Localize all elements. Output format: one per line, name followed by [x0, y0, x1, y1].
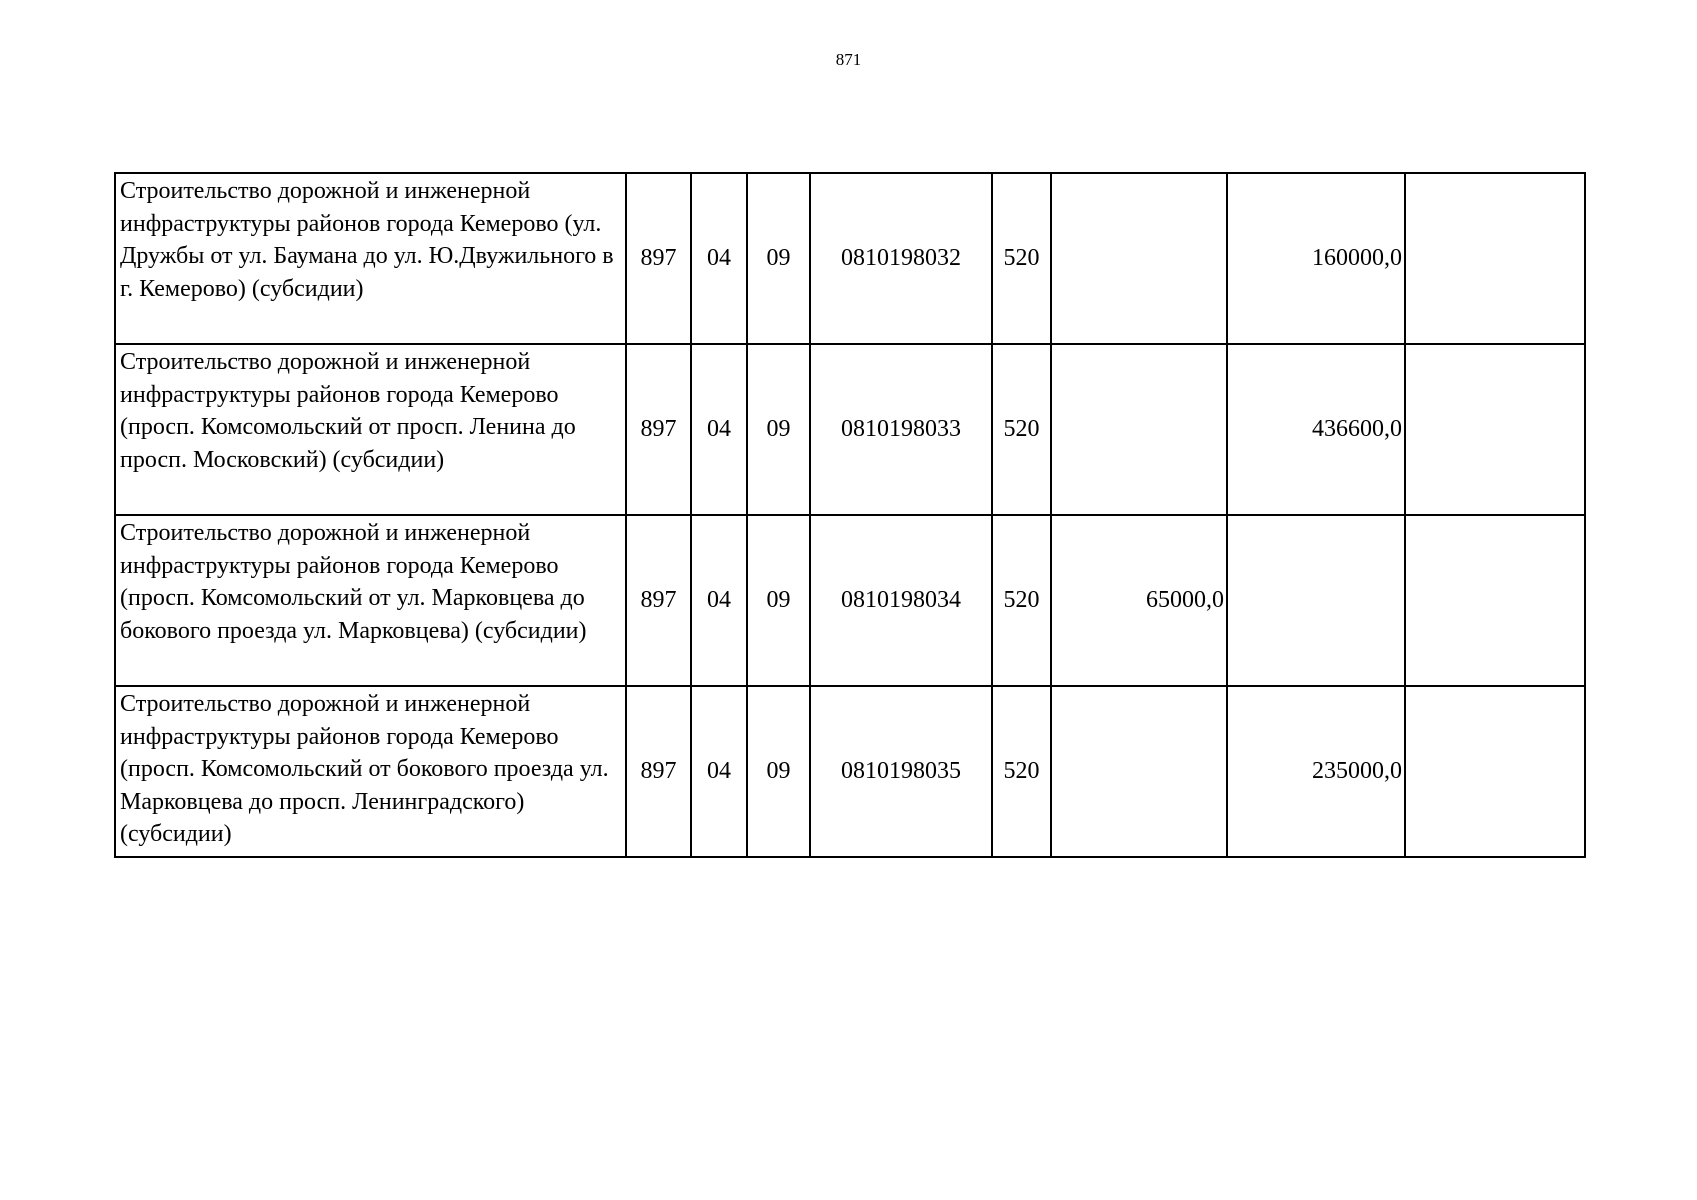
amount-1-cell [1051, 344, 1227, 515]
section-code-cell: 04 [691, 173, 747, 344]
subsection-code-cell: 09 [747, 515, 810, 686]
table-row [115, 686, 1585, 857]
row-name-cell: Строительство дорожной и инженерной инфраструктуры районов города Кемерово (просп. Комсомольский от бокового проезда ул. Марковцева до просп. Ленинградского) (субсидии) [115, 686, 626, 857]
expense-type-cell: 520 [992, 344, 1051, 515]
amount-2-cell: 436600,0 [1227, 344, 1405, 515]
subsection-code-cell: 09 [747, 173, 810, 344]
subsection-code-cell: 09 [747, 686, 810, 857]
ministry-code-cell: 897 [626, 173, 691, 344]
ministry-code-cell: 897 [626, 344, 691, 515]
section-code-cell: 04 [691, 344, 747, 515]
expense-type-cell: 520 [992, 686, 1051, 857]
amount-2-cell [1227, 515, 1405, 686]
table-row [115, 173, 1585, 344]
target-article-cell: 0810198035 [810, 686, 992, 857]
target-article-cell: 0810198032 [810, 173, 992, 344]
row-name-cell: Строительство дорожной и инженерной инфраструктуры районов города Кемерово (просп. Комсомольский от просп. Ленина до просп. Московский) (субсидии) [115, 344, 626, 515]
expense-type-cell: 520 [992, 173, 1051, 344]
row-name-cell: Строительство дорожной и инженерной инфраструктуры районов города Кемерово (просп. Комсомольский от ул. Марковцева до бокового проезда ул. Марковцева) (субсидии) [115, 515, 626, 686]
amount-3-cell [1405, 173, 1585, 344]
ministry-code-cell: 897 [626, 686, 691, 857]
row-name-cell: Строительство дорожной и инженерной инфраструктуры районов города Кемерово (ул. Дружбы от ул. Баумана до ул. Ю.Двужильного в г. Кемерово) (субсидии) [115, 173, 626, 344]
amount-1-cell: 65000,0 [1051, 515, 1227, 686]
amount-1-cell [1051, 686, 1227, 857]
amount-3-cell [1405, 344, 1585, 515]
amount-3-cell [1405, 686, 1585, 857]
table-row [115, 515, 1585, 686]
amount-3-cell [1405, 515, 1585, 686]
amount-1-cell [1051, 173, 1227, 344]
table-row [115, 344, 1585, 515]
expense-type-cell: 520 [992, 515, 1051, 686]
target-article-cell: 0810198034 [810, 515, 992, 686]
target-article-cell: 0810198033 [810, 344, 992, 515]
ministry-code-cell: 897 [626, 515, 691, 686]
budget-table [114, 172, 1586, 858]
page-number: 871 [835, 50, 862, 69]
amount-2-cell: 235000,0 [1227, 686, 1405, 857]
amount-2-cell: 160000,0 [1227, 173, 1405, 344]
section-code-cell: 04 [691, 515, 747, 686]
section-code-cell: 04 [691, 686, 747, 857]
subsection-code-cell: 09 [747, 344, 810, 515]
